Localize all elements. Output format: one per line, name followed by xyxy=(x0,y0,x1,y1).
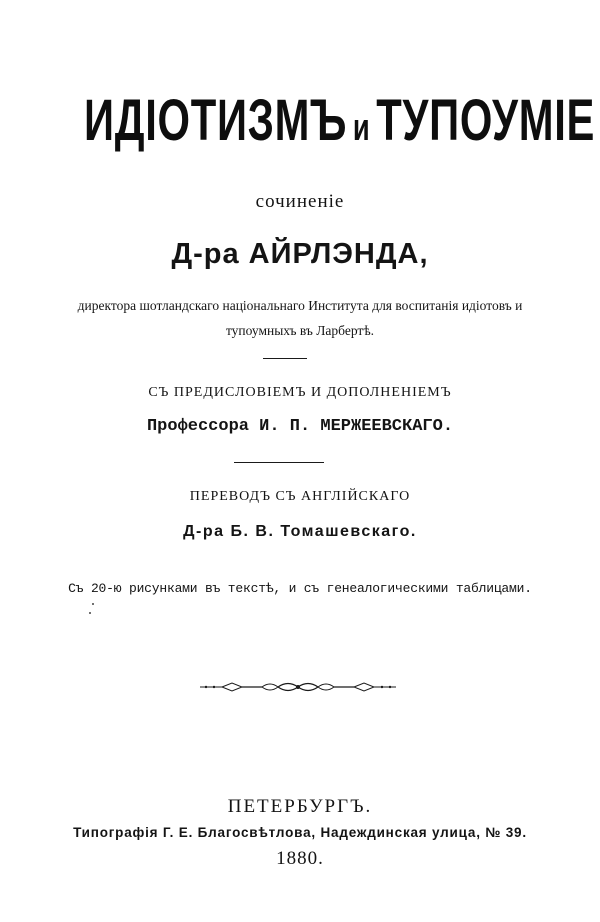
preface-line-2: Профессора И. П. МЕРЖЕЕВСКАГО. xyxy=(146,417,454,436)
divider-rule xyxy=(263,358,307,359)
divider-rule xyxy=(234,462,324,463)
work-label: сочиненіе xyxy=(255,191,345,212)
author-name: Д-ра АЙРЛЭНДА, xyxy=(171,238,429,270)
imprint-printer: Типографія Г. Е. Благосвѣтлова, Надеждинская улица, № 39. xyxy=(73,825,527,840)
translation-line-1: ПЕРЕВОДЪ СЪ АНГЛІЙСКАГО xyxy=(189,489,411,504)
translator-name: Д-ра Б. В. Томашевскаго. xyxy=(183,523,417,540)
book-title xyxy=(83,88,596,153)
author-description-line-2: тупоумныхъ въ Ларбертѣ. xyxy=(225,323,375,338)
title-word-tupoumie: ТУПОУМІЕ xyxy=(376,88,596,153)
imprint-year: 1880. xyxy=(276,848,324,869)
author-description-line-1: директора шотландскаго національнаго Института для воспитанія идіотовъ и xyxy=(77,298,523,313)
imprint-city: ПЕТЕРБУРГЪ. xyxy=(227,796,373,817)
ornament-icon xyxy=(198,680,398,694)
figures-note: Съ 20-ю рисунками въ текстѣ, и съ генеалогическими таблицами. xyxy=(68,581,532,596)
title-conjunction: и xyxy=(352,107,371,149)
title-word-idiotism: ИДІОТИЗМЪ xyxy=(83,88,348,153)
preface-line-1: СЪ ПРЕДИСЛОВІЕМЪ И ДОПОЛНЕНІЕМЪ xyxy=(148,385,452,400)
paper-speck xyxy=(89,612,91,614)
paper-speck xyxy=(92,603,94,605)
